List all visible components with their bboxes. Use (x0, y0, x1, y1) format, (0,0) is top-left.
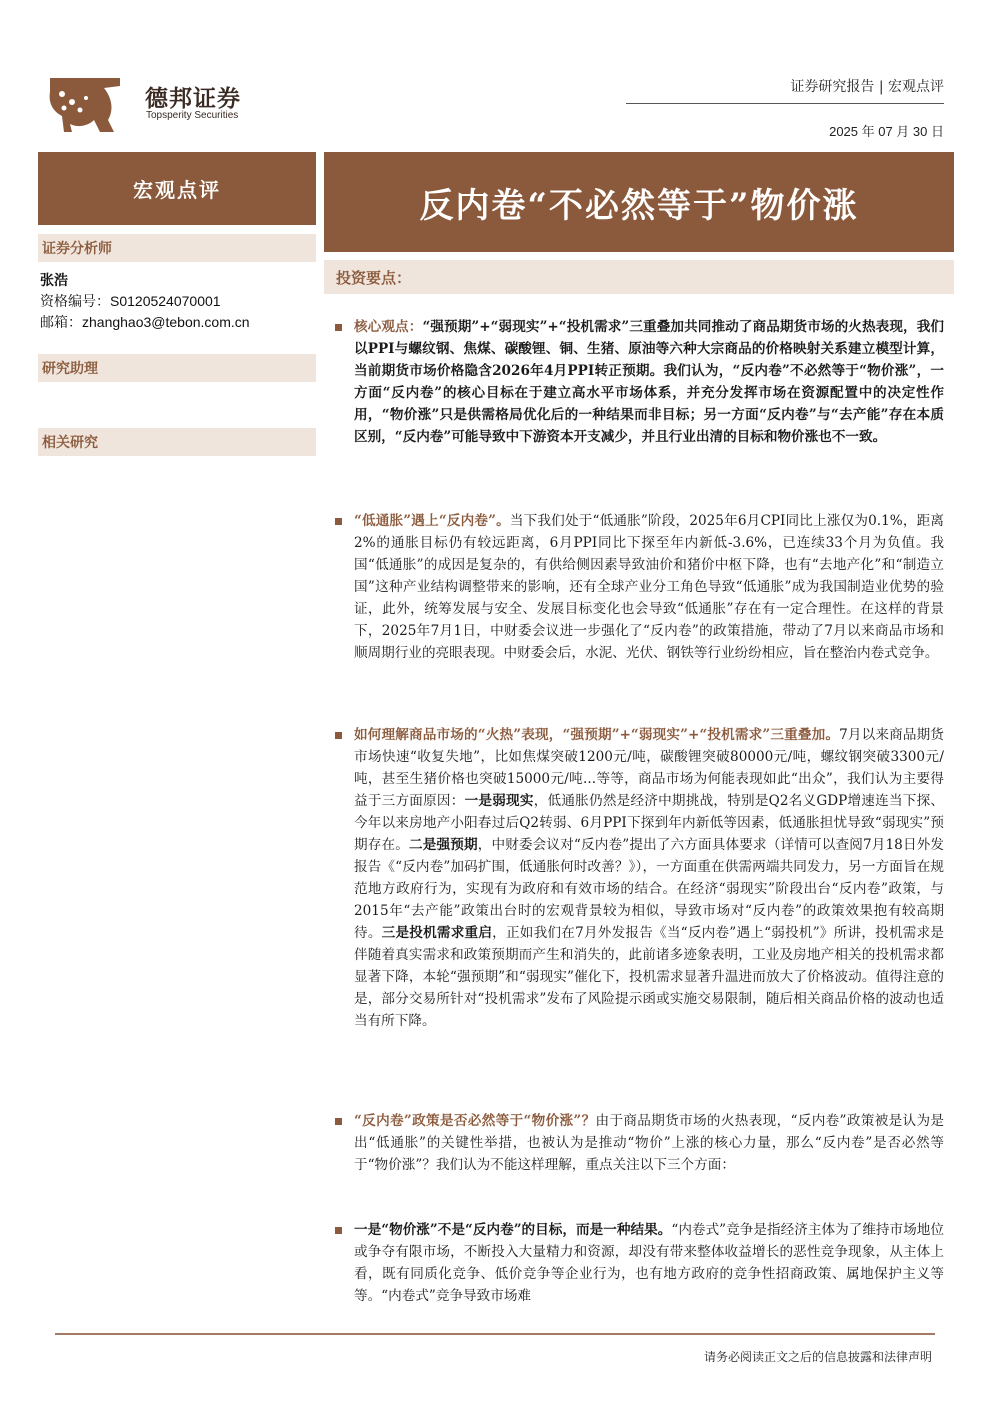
key-point-text: “内卷式”竞争是指经济主体为了维持市场地位或争夺有限市场，不断投入大量精力和资源，却没有带来整体收益增长的恶性竞争现象，从主体上看，既有同质化竞争、低价竞争等企业行为，也有地方政府的竞争性招商政策、属地保护主义等等。“内卷式”竞争导致市场难 (354, 1222, 944, 1304)
report-type: 证券研究报告 | 宏观点评 (790, 79, 944, 95)
key-point-bold: 三是投机需求重启 (381, 925, 493, 941)
key-point-text: “强预期”+“弱现实”+“投机需求”三重叠加共同推动了商品期货市场的火热表现，我们以PPI与螺纹钢、焦煤、碳酸锂、铜、生猪、原油等六种大宗商品的价格映射关系建立模型计算，当前期货市场价格隐含2026年4月PPI转正预期。我们认为，“反内卷”不必然等于“物价涨”，一方面“反内卷”的核心目标在于建立高水平市场体系，并充分发挥市场在资源配置中的决定性作用，“物价涨”只是供需格局优化后的一种结果而非目标；另一方面“反内卷”与“去产能”存在本质区别，“反内卷”可能导致中下游资本开支减少，并且行业出清的目标和物价涨也不一致。 (354, 319, 945, 445)
company-logo (42, 68, 124, 138)
footer-divider (55, 1333, 935, 1335)
bullet-marker (335, 1227, 342, 1234)
key-point-text: ，低通胀仍然是经济中期挑战，特别是Q2名义GDP增速连当下探、今年以来房地产小阳春过后Q2转弱、6月PPI下探到年内新低等因素，低通胀担忧导致“弱现实”预期存在。 (354, 793, 945, 853)
analyst-name: 张浩 (40, 273, 68, 289)
key-point-text: 7月以来商品期货市场快速“收复失地”，比如焦煤突破1200元/吨，碳酸锂突破80000元/吨，螺纹钢突破3300元/吨，甚至生猪价格也突破15000元/吨...等等，商品市场为何能表现如此“出众”，我们认为主要得益于三方面原因： (354, 727, 944, 809)
bullet-marker (335, 1118, 342, 1125)
analyst-license: 资格编号：S0120524070001 (40, 293, 221, 309)
footer-disclaimer: 请务必阅读正文之后的信息披露和法律声明 (703, 1350, 932, 1364)
bullet-marker (335, 518, 342, 525)
key-point-low-inflation (354, 510, 944, 664)
analyst-heading: 证券分析师 (38, 234, 316, 262)
brand-name-cn: 德邦证券 (145, 86, 241, 112)
key-points-heading: 投资要点： (324, 260, 954, 294)
key-point-text: 由于商品期货市场的火热表现，“反内卷”政策被是认为是出“低通胀”的关键性举措，也被认为是推动“物价”上涨的核心力量，那么“反内卷”是否必然等于“物价涨”？我们认为不能这样理解，重点关注以下三个方面： (354, 1113, 944, 1173)
related-research-heading: 相关研究 (38, 428, 316, 456)
key-point-text: ，正如我们在7月外发报告《当“反内卷”遇上“弱投机”》所讲，投机需求是伴随着真实需求和政策预期而产生和消失的，此前诸多迹象表明，工业及房地产相关的投机需求都显著下降，本轮“强预期”和“弱现实”催化下，投机需求显著升温进而放大了价格波动。值得注意的是，部分交易所针对“投机需求”发布了风险提示函或实施交易限制，随后相关商品价格的波动也适当有所下降。 (354, 925, 944, 1029)
key-point-lead: “低通胀”遇上“反内卷”。 (354, 513, 510, 529)
header-divider (626, 103, 944, 104)
report-date: 2025 年 07 月 30 日 (829, 124, 944, 139)
bullet-marker (335, 324, 342, 331)
bullet-marker (335, 732, 342, 739)
key-point-lead: 一是“物价涨”不是“反内卷”的目标，而是一种结果。 (354, 1222, 672, 1238)
key-point-bold: 一是弱现实 (464, 793, 534, 809)
key-point-text: 当下我们处于“低通胀”阶段，2025年6月CPI同比上涨仅为0.1%，距离2%的通胀目标仍有较远距离，6月PPI同比下探至年内新低-3.6%，已连续33个月为负值。我国“低通胀”的成因是复杂的，有供给侧因素导致油价和猪价中枢下降，也有“去地产化”和“制造立国”这种产业结构调整带来的影响，还有全球产业分工角色导致“低通胀”成为我国制造业优势的验证，此外，统筹发展与安全、发展目标变化也会导致“低通胀”存在有一定合理性。在这样的背景下，2025年7月1日，中财委会议进一步强化了“反内卷”的政策措施，带动了7月以来商品市场和顺周期行业的亮眼表现。中财委会后，水泥、光伏、钢铁等行业纷纷相应，旨在整治内卷式竞争。 (354, 513, 944, 661)
key-point-core (354, 316, 944, 448)
report-title: 反内卷“不必然等于”物价涨 (324, 152, 954, 252)
key-point-lead: 核心观点： (354, 319, 423, 335)
key-point-lead: 如何理解商品市场的“火热”表现，“强预期”+“弱现实”+“投机需求”三重叠加。 (354, 727, 840, 743)
key-point-bold: 二是强预期 (408, 837, 478, 853)
brand-name-en: Topsperity Securities (146, 110, 239, 121)
key-point-policy-question (354, 1110, 944, 1176)
analyst-email[interactable]: 邮箱：zhanghao3@tebon.com.cn (40, 314, 250, 330)
key-point-commodity-market (354, 724, 944, 1032)
key-point-text: ，中财委会议对“反内卷”提出了六方面具体要求（详情可以查阅7月18日外发报告《“反内卷”加码扩围，低通胀何时改善？》），一方面重在供需两端共同发力，另一方面旨在规范地方政府行为，实现有为政府和有效市场的结合。在经济“弱现实”阶段出台“反内卷”政策，与2015年“去产能”政策出台时的宏观背景较为相似，导致市场对“反内卷”的政策效果抱有较高期待。 (354, 837, 945, 941)
assistant-heading: 研究助理 (38, 354, 316, 382)
key-point-lead: “反内卷”政策是否必然等于“物价涨”？ (354, 1113, 596, 1129)
key-point-first-aspect (354, 1219, 944, 1307)
report-category: 宏观点评 (38, 152, 316, 225)
